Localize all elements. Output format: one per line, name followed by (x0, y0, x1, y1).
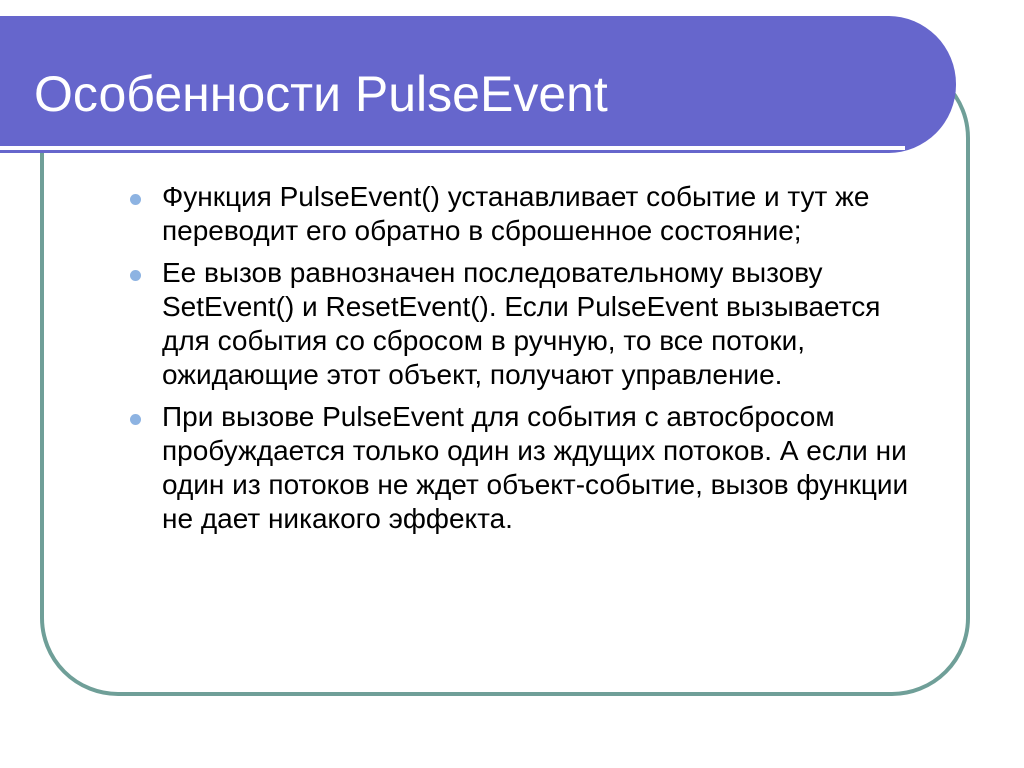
bullet-text: Ее вызов равнозначен последовательному вызову SetEvent() и ResetEvent(). Если PulseEvent вызывается для события со сбросом в ручную, то все потоки, ожидающие этот объект, получают управление. (162, 257, 881, 390)
bullet-dot-icon (130, 270, 141, 281)
slide-title: Особенности PulseEvent (34, 66, 608, 122)
bullet-text: При вызове PulseEvent для события с автосбросом пробуждается только один из ждущих потоков. А если ни один из потоков не ждет объект-событие, вызов функции не дает никакого эффекта. (162, 401, 909, 534)
bullet-dot-icon (130, 194, 141, 205)
bullet-item (130, 180, 930, 248)
bullet-item (130, 256, 930, 392)
bullet-item (130, 400, 930, 536)
bullet-dot-icon (130, 414, 141, 425)
title-bar (0, 16, 956, 153)
bullet-text: Функция PulseEvent() устанавливает событие и тут же переводит его обратно в сброшенное состояние; (162, 181, 870, 246)
title-underline (0, 146, 905, 150)
bullet-list (130, 180, 930, 544)
